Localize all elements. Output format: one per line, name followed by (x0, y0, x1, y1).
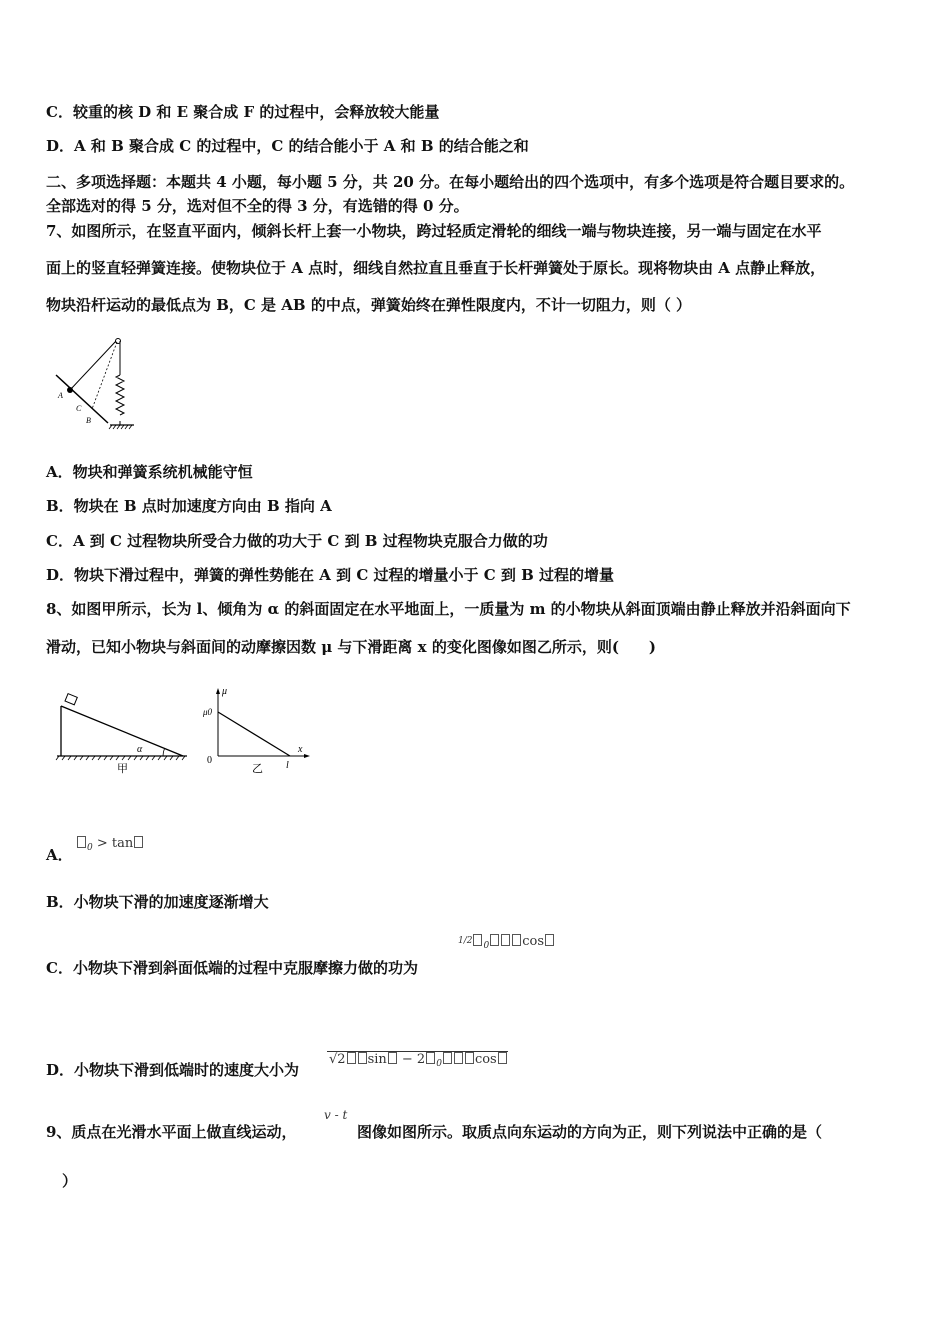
line-option-d6: D．A 和 B 聚合成 C 的过程中，C 的结合能小于 A 和 B 的结合能之和 (46, 137, 529, 155)
q7-figure (48, 335, 148, 430)
q9-stem-3: ） (62, 1172, 78, 1190)
q8-option-d-formula: √2 sin − 2 $_0$ cos (327, 1052, 508, 1069)
q7-label-b: B (86, 416, 91, 425)
q7-option-a: A．物块和弹簧系统机械能守恒 (46, 463, 253, 481)
q8-x-axis: x (298, 744, 303, 755)
q7-option-b: B．物块在 B 点时加速度方向由 B 指向 A (46, 497, 332, 515)
q8-option-c: C．小物块下滑到斜面低端的过程中克服摩擦力做的功为 (46, 959, 418, 977)
q7-stem-1: 7、如图所示，在竖直平面内，倾斜长杆上套一小物块，跨过轻质定滑轮的细线一端与物块连接，另一端与固定在水平 (46, 222, 822, 240)
q8-origin: 0 (207, 755, 212, 766)
q9-stem-1: 9、质点在光滑水平面上做直线运动， (46, 1123, 297, 1141)
q8-option-b: B．小物块下滑的加速度逐渐增大 (46, 893, 269, 911)
q7-label-a: A (58, 391, 63, 400)
q8-option-c-formula: 1/2 $_0$ cos (458, 934, 555, 951)
q8-option-a: A． (46, 846, 73, 864)
line-option-c6: C．较重的核 D 和 E 聚合成 F 的过程中，会释放较大能量 (46, 103, 440, 121)
q7-stem-3: 物块沿杆运动的最低点为 B，C 是 AB 的中点，弹簧始终在弹性限度内，不计一切阻力，则（ ） (46, 296, 692, 314)
q9-vt-symbol: v - t (324, 1108, 348, 1122)
q8-jia-label: 甲 (117, 762, 128, 775)
q7-option-d: D．物块下滑过程中，弹簧的弹性势能在 A 到 C 过程的增量小于 C 到 B 过程的增量 (46, 566, 614, 584)
q8-figure-jia (55, 688, 190, 778)
q8-option-d: D．小物块下滑到低端时的速度大小为 (46, 1061, 300, 1079)
q7-stem-2: 面上的竖直轻弹簧连接。使物块位于 A 点时，细线自然拉直且垂直于长杆弹簧处于原长。现将物块由 A 点静止释放， (46, 259, 826, 277)
q7-option-c: C．A 到 C 过程物块所受合力做的功大于 C 到 B 过程物块克服合力做的功 (46, 532, 548, 550)
q8-mu0-label: μ0 (203, 707, 213, 717)
q9-stem-2: 图像如图所示。取质点向东运动的方向为正，则下列说法中正确的是（ (357, 1123, 823, 1141)
section-2-heading-2: 全部选对的得 5 分，选对但不全的得 3 分，有选错的得 0 分。 (46, 197, 469, 215)
section-2-heading-1: 二、多项选择题：本题共 4 小题，每小题 5 分，共 20 分。在每小题给出的四个选项中，有多个选项是符合题目要求的。 (46, 173, 855, 191)
q8-stem-1: 8、如图甲所示，长为 l、倾角为 α 的斜面固定在水平地面上，一质量为 m 的小物块从斜面顶端由静止释放并沿斜面向下 (46, 600, 851, 618)
q8-figure-yi (200, 684, 315, 779)
q8-option-a-formula: $_0$ > tan (76, 836, 144, 853)
q8-stem-2: 滑动，已知小物块与斜面间的动摩擦因数 μ 与下滑距离 x 的变化图像如图乙所示，则( ) (46, 638, 657, 656)
q8-angle-label: α (137, 744, 143, 755)
q8-mu-axis: μ (222, 686, 228, 697)
q7-label-c: C (76, 404, 82, 413)
q8-yi-label: 乙 (252, 762, 263, 775)
q8-l-label: l (286, 760, 289, 771)
